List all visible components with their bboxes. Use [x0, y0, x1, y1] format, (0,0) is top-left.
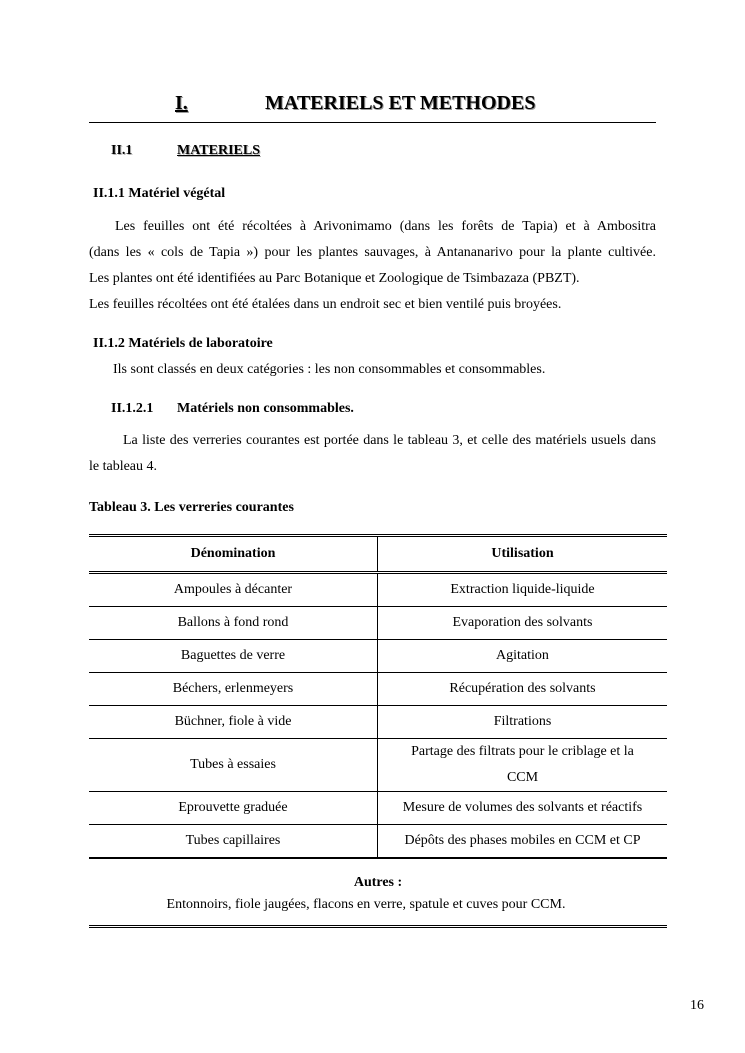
header-utilisation: Utilisation [378, 536, 668, 573]
paragraph-line: (dans les « cols de Tapia ») pour les plantes sauvages, à Antananarivo pour la plante cultivée. [89, 245, 656, 260]
autres-text: Entonnoirs, fiole jaugées, flacons en verre, spatule et cuves pour CCM. [166, 897, 566, 912]
subsection1-heading: II.1.1 Matériel végétal [93, 186, 226, 201]
page-number: 16 [690, 998, 704, 1013]
subsection2-text: Ils sont classés en deux catégories : les non consommables et consommables. [113, 362, 546, 377]
header-denomination: Dénomination [89, 536, 378, 573]
section-title: MATERIELS [177, 143, 260, 158]
table-row [89, 739, 667, 792]
autres-cell [89, 858, 667, 927]
cell-utilisation: Partage des filtrats pour le criblage et la CCM [378, 739, 668, 792]
table-row [89, 573, 667, 607]
heading-rule [89, 122, 656, 123]
subsection2-heading: II.1.2 Matériels de laboratoire [93, 336, 273, 351]
table-row [89, 607, 667, 640]
cell-denomination: Büchner, fiole à vide [89, 706, 378, 739]
table-row [89, 673, 667, 706]
cell-denomination: Eprouvette graduée [89, 792, 378, 825]
cell-utilisation: Filtrations [378, 706, 668, 739]
cell-denomination: Béchers, erlenmeyers [89, 673, 378, 706]
cell-denomination: Tubes à essaies [89, 739, 378, 792]
subsection1-paragraph [89, 214, 656, 318]
cell-utilisation: Agitation [378, 640, 668, 673]
cell-utilisation: Extraction liquide-liquide [378, 573, 668, 607]
cell-denomination: Ampoules à décanter [89, 573, 378, 607]
subsubsection-title: Matériels non consommables. [177, 401, 354, 416]
table-caption: Tableau 3. Les verreries courantes [89, 500, 294, 515]
cell-utilisation: Mesure de volumes des solvants et réactifs [378, 792, 668, 825]
cell-denomination: Baguettes de verre [89, 640, 378, 673]
chapter-title: MATERIELS ET METHODES [265, 92, 536, 114]
subsubsection-paragraph [89, 428, 656, 480]
paragraph-text: La liste des verreries courantes est portée dans le tableau 3, et celle des matériels usuels dans le tableau 4. [89, 433, 656, 474]
chapter-number: I. [175, 92, 188, 114]
table-row [89, 640, 667, 673]
autres-title: Autres : [353, 875, 403, 890]
table-header-row [89, 536, 667, 573]
paragraph-line: Les feuilles ont été récoltées à Arivonimamo (dans les forêts de Tapia) et à Ambositra [115, 219, 656, 234]
cell-denomination: Tubes capillaires [89, 825, 378, 859]
verreries-table [89, 534, 667, 928]
cell-utilisation: Dépôts des phases mobiles en CCM et CP [378, 825, 668, 859]
cell-utilisation: Evaporation des solvants [378, 607, 668, 640]
table-row [89, 706, 667, 739]
cell-utilisation: Récupération des solvants [378, 673, 668, 706]
paragraph-line: Les plantes ont été identifiées au Parc Botanique et Zoologique de Tsimbazaza (PBZT). [89, 271, 580, 286]
table-autres-row [89, 858, 667, 927]
subsubsection-number: II.1.2.1 [111, 401, 154, 416]
section-number: II.1 [111, 143, 133, 158]
paragraph-line: Les feuilles récoltées ont été étalées dans un endroit sec et bien ventilé puis broyées. [89, 297, 562, 312]
table-row [89, 825, 667, 859]
table-row [89, 792, 667, 825]
cell-denomination: Ballons à fond rond [89, 607, 378, 640]
chapter-heading [0, 90, 745, 122]
